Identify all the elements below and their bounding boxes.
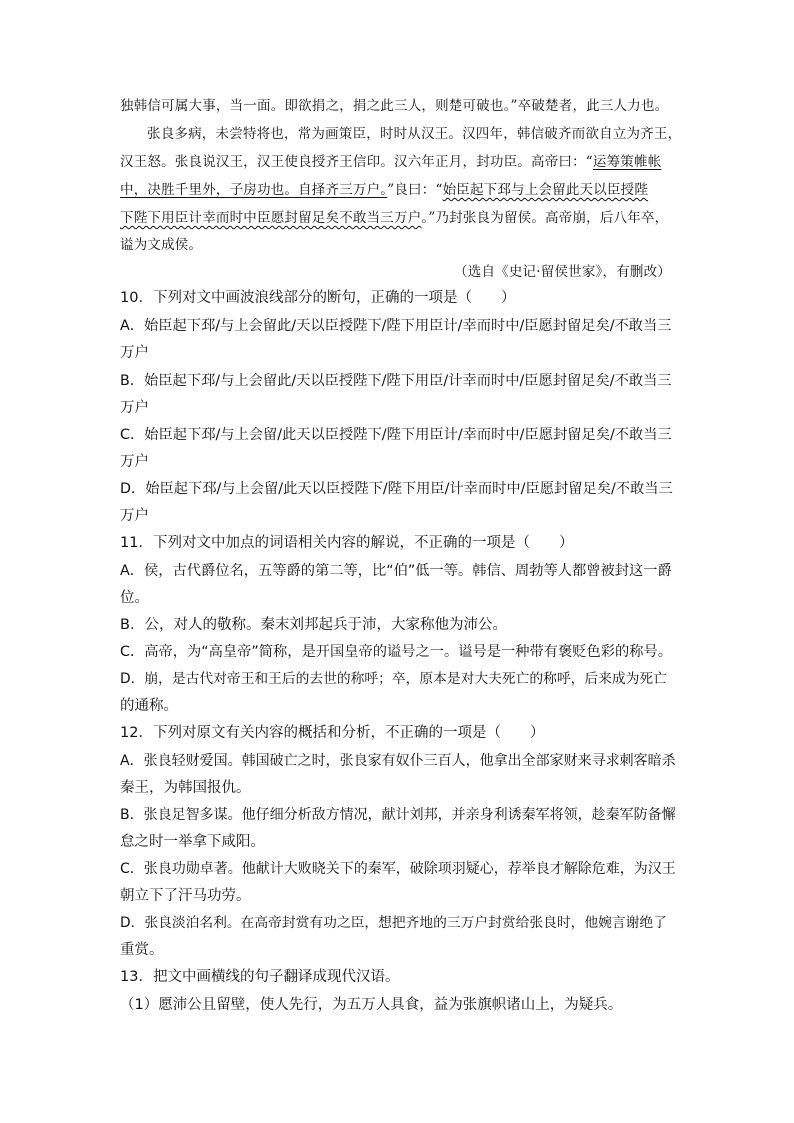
question-10-option-d: D．始臣起下邳/与上会留/此天以臣授陛下/陛下用臣/计幸而时中/臣愿封留足矣/不敢当三: [120, 481, 673, 497]
question-13-item-1: （1）愿沛公且留壁，使人先行，为五万人具食，益为张旗帜诸山上，为疑兵。: [120, 997, 623, 1013]
passage-source: （选自《史记·留侯世家》，有删改）: [454, 264, 671, 280]
question-10-option-a: A．始臣起下邳/与上会留此/天以臣授陛下/陛下用臣计/幸而时中/臣愿封留足矣/不敢当三: [120, 318, 672, 334]
question-10-stem: 10．下列对文中画波浪线部分的断句，正确的一项是（ ）: [120, 290, 516, 306]
question-12-option-d-cont: 重赏。: [120, 942, 164, 958]
question-10-option-b: B．始臣起下邳/与上会留此/天以臣授陛下/陛下用臣/计幸而时中/臣愿封留足矣/不敢当三: [120, 373, 672, 389]
underlined-sentence: 中，决胜千里外，子房功也。自择齐三万户。: [120, 182, 388, 198]
question-11-option-d-cont: 的通称。: [120, 698, 178, 714]
passage-line: 谥为文成侯。: [120, 237, 203, 253]
question-12-option-a-cont: 秦王，为韩国报仇。: [120, 780, 251, 796]
question-11-option-b: B．公，对人的敬称。秦末刘邦起兵于沛，大家称他为沛公。: [120, 617, 507, 633]
question-12-stem: 12．下列对原文有关内容的概括和分析，不正确的一项是（ ）: [120, 725, 545, 741]
question-11-option-c: C．高帝，为“高皇帝”简称，是开国皇帝的谥号之一。谥号是一种带有褒贬色彩的称号。: [120, 644, 672, 660]
question-10-option-d-cont: 万户: [120, 508, 149, 524]
question-10-option-a-cont: 万户: [120, 345, 149, 361]
question-12-option-b-cont: 怠之时一举拿下咸阳。: [120, 834, 265, 850]
question-10-option-c-cont: 万户: [120, 454, 149, 470]
wavy-underlined-sentence: 始臣起下邳与上会留此天以臣授陛: [442, 182, 649, 198]
question-12-option-c-cont: 朝立下了汗马功劳。: [120, 888, 251, 904]
question-11-option-a-cont: 位。: [120, 590, 149, 606]
question-11-option-d: D．崩，是古代对帝王和王后的去世的称呼；卒，原本是对大夫死亡的称呼，后来成为死亡: [120, 671, 667, 687]
passage-text: ”良曰：“: [387, 182, 443, 198]
question-10-option-b-cont: 万户: [120, 400, 149, 416]
question-11-option-a: A．侯，古代爵位名，五等爵的第二等，比“伯”低一等。韩信、周勃等人都曾被封这一爵: [120, 563, 672, 579]
underlined-sentence: 运筹策帷帐: [592, 154, 662, 170]
question-12-option-b: B．张良足智多谋。他仔细分析敌方情况，献计刘邦，并亲身利诱秦军将领，趁秦军防备懈: [120, 807, 676, 823]
passage-line: 张良多病，未尝特将也，常为画策臣，时时从汉王。汉四年，韩信破齐而欲自立为齐王，: [147, 126, 682, 142]
passage-line: [120, 152, 661, 172]
passage-line: [120, 208, 668, 228]
question-13-stem: 13．把文中画横线的句子翻译成现代汉语。: [120, 969, 400, 985]
passage-text: 。”乃封张良为留侯。高帝崩，后八年卒，: [421, 210, 669, 226]
question-12-option-c: C．张良功勋卓著。他献计大败晓关下的秦军，破除项羽疑心，荐举良才解除危难，为汉王: [120, 861, 676, 877]
question-12-option-a: A．张良轻财爱国。韩国破亡之时，张良家有奴仆三百人，他拿出全部家财来寻求刺客暗杀: [120, 753, 676, 769]
passage-line: [120, 180, 648, 200]
passage-line: 独韩信可属大事，当一面。即欲捐之，捐之此三人，则楚可破也。”卒破楚者，此三人力也。: [120, 98, 669, 114]
question-10-option-c: C．始臣起下邳/与上会留/此天以臣授陛下/陛下用臣计/幸而时中/臣愿封留足矣/不敢当三: [120, 427, 672, 443]
passage-text: 汉王怒。张良说汉王，汉王使良授齐王信印。汉六年正月，封功臣。高帝曰：“: [120, 154, 593, 170]
question-11-stem: 11．下列对文中加点的词语相关内容的解说，不正确的一项是（ ）: [120, 535, 574, 551]
wavy-underlined-sentence: 下陛下用臣计幸而时中臣愿封留足矣不敢当三万户: [120, 210, 422, 226]
question-12-option-d: D．张良淡泊名利。在高帝封赏有功之臣，想把齐地的三万户封赏给张良时，他婉言谢绝了: [120, 915, 667, 931]
